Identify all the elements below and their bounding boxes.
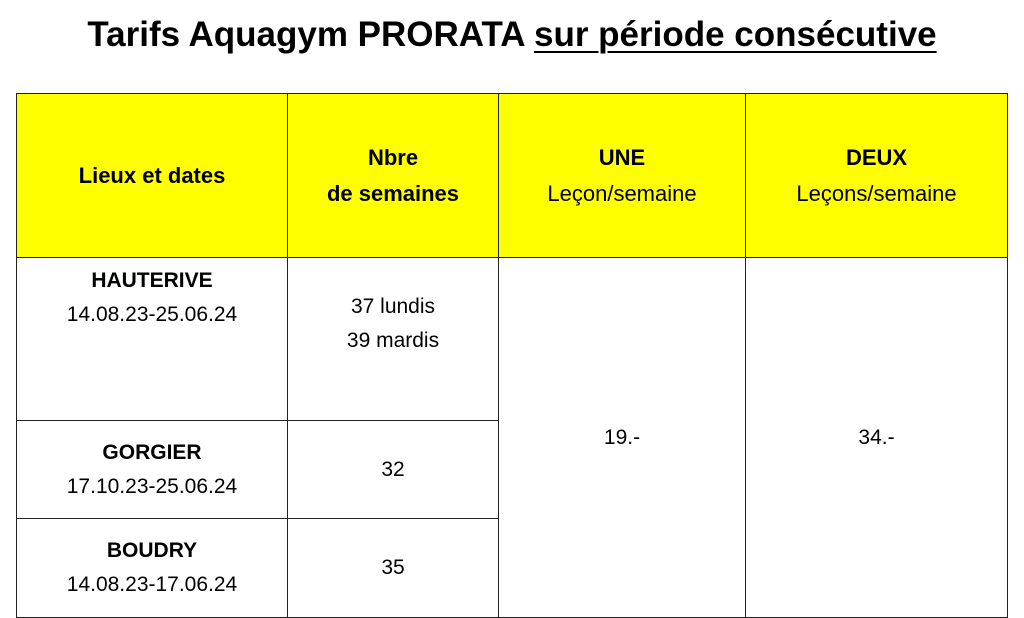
header-lieux-et-dates: Lieux et dates xyxy=(17,94,288,258)
price-une-cell xyxy=(499,258,746,618)
price-une: 19.- xyxy=(603,425,641,449)
location-dates: 17.10.23-25.06.24 xyxy=(66,474,238,498)
header-row xyxy=(17,94,1008,258)
location-cell xyxy=(17,258,288,421)
location-cell xyxy=(17,519,288,618)
header-nbre-semaines: Nbre de semaines xyxy=(288,94,499,258)
location-name: BOUDRY xyxy=(106,539,198,562)
page-title xyxy=(0,10,1024,60)
location-dates: 14.08.23-17.06.24 xyxy=(66,573,238,596)
price-deux: 34.- xyxy=(858,425,895,449)
weeks-cell xyxy=(288,421,499,519)
weeks-cell xyxy=(288,258,499,421)
header-deux-lecons: DEUX Leçons/semaine xyxy=(746,94,1008,258)
title-underlined: sur période consécutive xyxy=(533,15,937,54)
location-dates: 14.08.23-25.06.24 xyxy=(66,303,238,326)
table-row xyxy=(17,258,1008,421)
weeks-value: 37 lundis xyxy=(350,295,436,318)
title-main: Tarifs Aquagym PRORATA xyxy=(87,15,525,54)
header-une-lecon: UNE Leçon/semaine xyxy=(499,94,746,258)
tarifs-table xyxy=(16,93,1008,618)
weeks-value: 32 xyxy=(381,457,405,481)
location-cell xyxy=(17,421,288,519)
weeks-cell xyxy=(288,519,499,618)
weeks-value: 35 xyxy=(381,556,405,579)
weeks-value-2: 39 mardis xyxy=(346,329,440,352)
location-name: HAUTERIVE xyxy=(91,269,213,292)
price-deux-cell xyxy=(746,258,1008,618)
location-name: GORGIER xyxy=(102,440,202,464)
